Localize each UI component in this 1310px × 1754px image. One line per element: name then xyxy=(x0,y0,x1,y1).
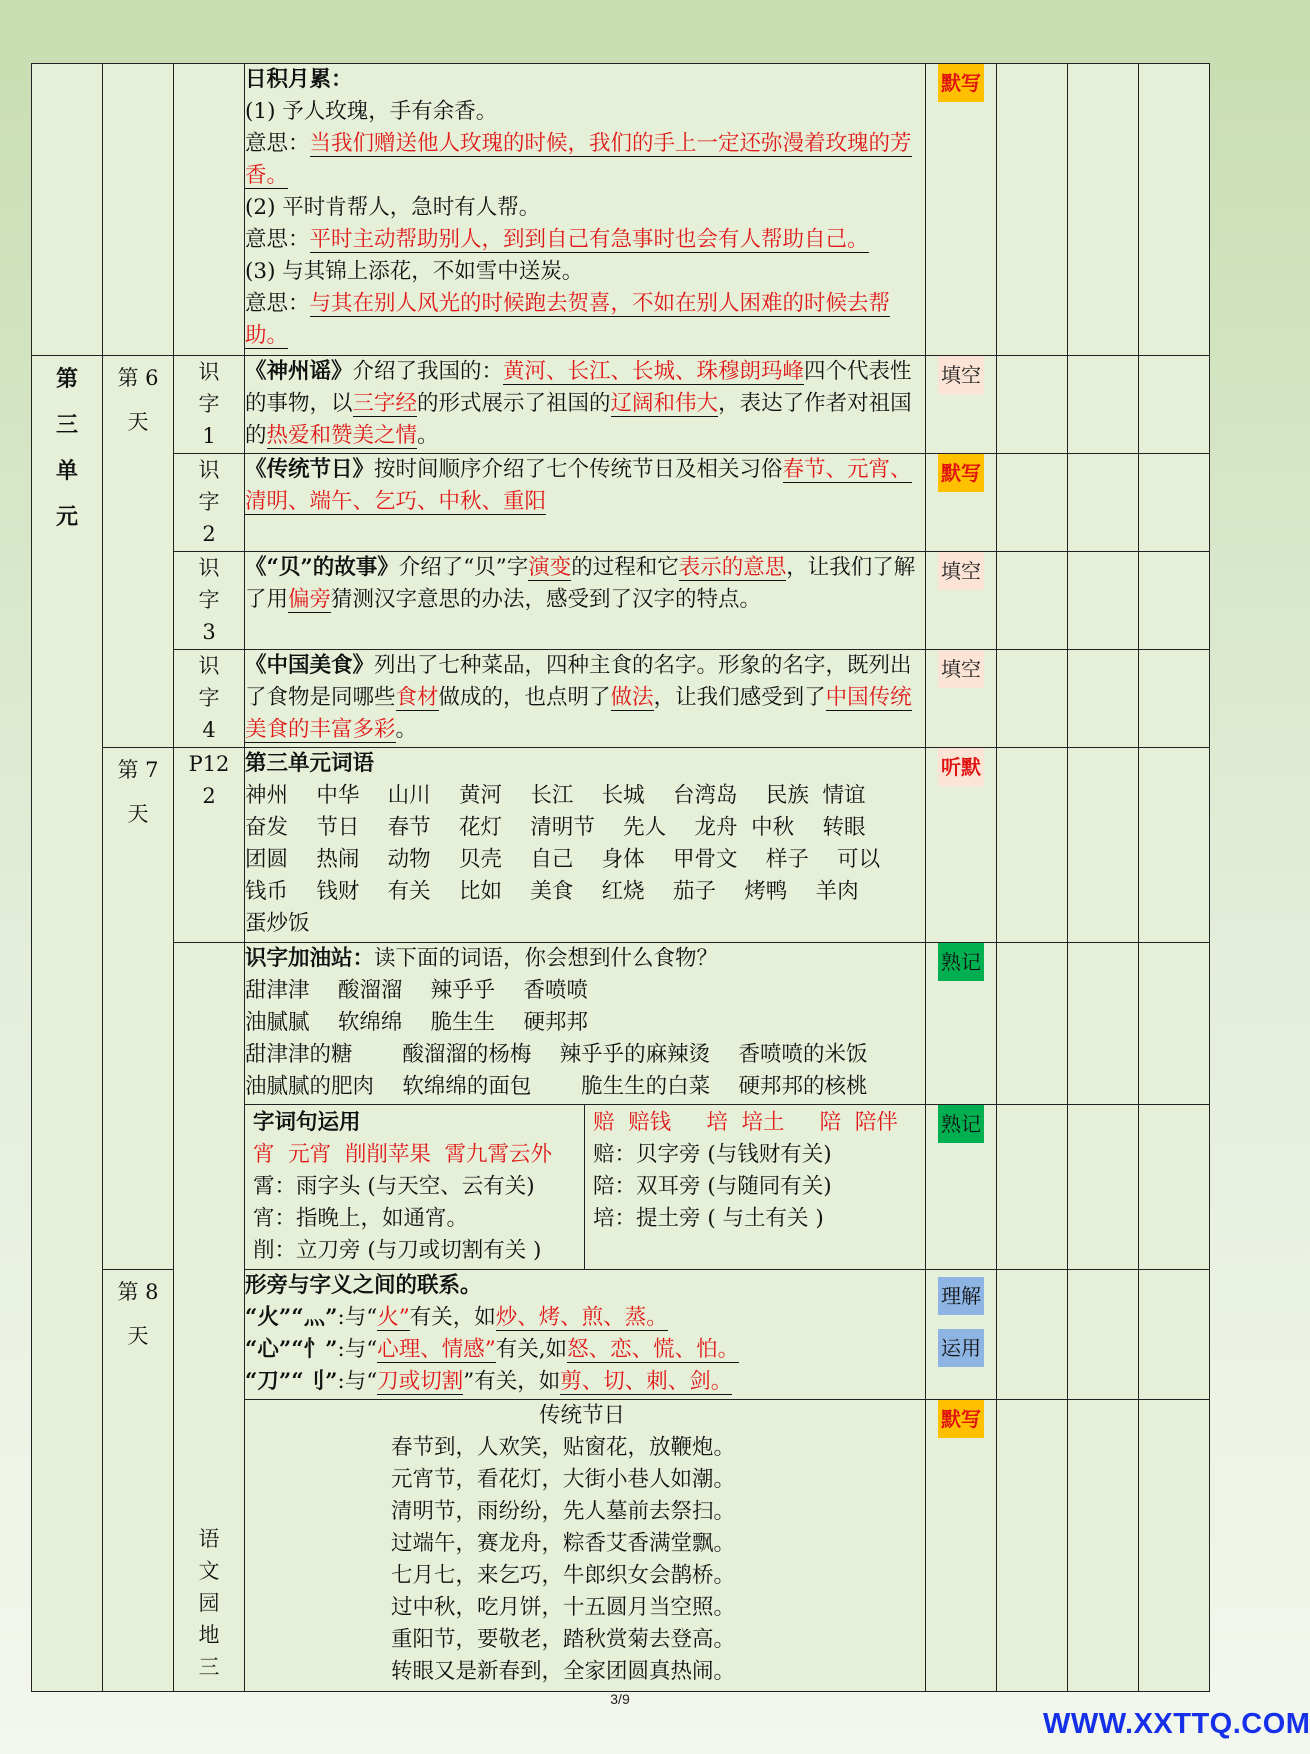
answer-span: 炒、烤、煎、蒸。 xyxy=(495,1305,668,1330)
row-p122 xyxy=(32,748,1210,943)
text-span: :与“ xyxy=(337,1369,378,1394)
task-cell xyxy=(926,454,997,552)
text-span: 介绍了我国的： xyxy=(352,359,504,384)
lesson-title: 《神州谣》 xyxy=(245,359,353,384)
riji-meaning-3 xyxy=(245,288,925,352)
unit-cell xyxy=(32,356,103,1692)
word-line: 甜津津 酸溜溜 辣乎乎 香喷喷 xyxy=(245,978,589,1003)
empty-cell xyxy=(1068,943,1139,1105)
shizi-1-content xyxy=(245,356,926,454)
task-badge: 默写 xyxy=(938,454,984,492)
unit-label: 第三单元 xyxy=(55,366,78,530)
empty-cell xyxy=(1139,64,1210,356)
empty-cell xyxy=(1139,1400,1210,1692)
day-7-cell xyxy=(103,748,174,1270)
poem-line: 元宵节，看花灯，大街小巷人如潮。 xyxy=(391,1467,736,1492)
empty-cell xyxy=(997,552,1068,650)
study-plan-table xyxy=(31,63,1210,1692)
empty-cell xyxy=(997,1270,1068,1400)
poem-line: 春节到，人欢笑，贴窗花，放鞭炮。 xyxy=(391,1435,736,1460)
answer-span: 心理、情感” xyxy=(377,1337,496,1362)
zici-line: 陪：双耳旁 (与随同有关) xyxy=(593,1174,832,1199)
text-span: ，让我们感受到了 xyxy=(653,685,826,710)
zici-line: 赔：贝字旁 (与钱财有关) xyxy=(593,1142,832,1167)
youzhan-content xyxy=(245,943,926,1105)
text-span: 有关，如 xyxy=(409,1305,496,1330)
riji-title: 日积月累： xyxy=(245,67,353,92)
shizi-4-content xyxy=(245,650,926,748)
text-span: 猜测汉字意思的办法，感受到了汉字的特点。 xyxy=(331,587,762,612)
shizi-3-content xyxy=(245,552,926,650)
task-badge: 填空 xyxy=(938,356,984,394)
empty-cell xyxy=(1139,552,1210,650)
task-cell xyxy=(926,552,997,650)
lesson-cell xyxy=(174,748,245,943)
row-youzhan xyxy=(32,943,1210,1105)
task-cell xyxy=(926,1400,997,1692)
answer-span: 火” xyxy=(377,1305,410,1330)
page-number: 3/9 xyxy=(610,1691,630,1707)
task-cell xyxy=(926,1105,997,1270)
task-badge: 填空 xyxy=(938,552,984,590)
zici-line: 削：立刀旁 (与刀或切割有关 ) xyxy=(253,1238,542,1263)
lesson-cell xyxy=(174,650,245,748)
lesson-title: 《中国美食》 xyxy=(245,653,375,678)
meaning-answer: 平时主动帮助别人，到到自己有急事时也会有人帮助自己。 xyxy=(309,227,869,252)
empty-cell xyxy=(1068,454,1139,552)
lesson-label: P122 xyxy=(188,752,230,808)
task-badge: 听默 xyxy=(938,748,984,786)
empty-cell xyxy=(1068,1400,1139,1692)
poem-line: 转眼又是新春到，全家团圆真热闹。 xyxy=(391,1659,736,1684)
task-cell xyxy=(926,748,997,943)
answer-span: 三字经 xyxy=(352,391,418,416)
task-badge: 理解 xyxy=(938,1277,984,1315)
task-cell xyxy=(926,356,997,454)
text-span: 做成的，也点明了 xyxy=(438,685,611,710)
riji-line-2: (2) 平时肯帮人，急时有人帮。 xyxy=(245,195,541,220)
p122-content xyxy=(245,748,926,943)
empty-cell xyxy=(1068,748,1139,943)
word-line: 甜津津的糖 酸溜溜的杨梅 辣乎乎的麻辣烫 香喷喷的米饭 xyxy=(245,1042,868,1067)
meaning-label: 意思： xyxy=(245,227,310,252)
poem-line: 过端午，赛龙舟，粽香艾香满堂飘。 xyxy=(391,1531,736,1556)
task-cell xyxy=(926,64,997,356)
radical-pair: “心”“忄” xyxy=(245,1337,338,1362)
poem-line: 清明节，雨纷纷，先人墓前去祭扫。 xyxy=(391,1499,736,1524)
empty-cell xyxy=(1068,1270,1139,1400)
empty-cell xyxy=(997,748,1068,943)
radical-pair: “刀”“刂” xyxy=(245,1369,338,1394)
zici-line: 宵：指晚上，如通宵。 xyxy=(253,1206,469,1231)
text-span: ，让我们了解了用 xyxy=(245,555,916,612)
poem-line: 七月七，来乞巧，牛郎织女会鹊桥。 xyxy=(391,1563,736,1588)
meaning-label: 意思： xyxy=(245,131,310,156)
vocab-title: 第三单元词语 xyxy=(245,751,375,776)
empty-cell xyxy=(1139,1270,1210,1400)
text-span: 的过程和它 xyxy=(571,555,679,580)
day-6-cell xyxy=(103,356,174,748)
riji-meaning-1 xyxy=(245,128,925,192)
answer-span: 热爱和赞美之情 xyxy=(266,423,418,448)
yuwen-cell xyxy=(174,943,245,1692)
text-span: :与“ xyxy=(337,1337,378,1362)
empty-cell xyxy=(997,943,1068,1105)
text-span: 。 xyxy=(395,717,418,742)
zici-line: 培：提土旁 ( 与土有关 ) xyxy=(593,1206,824,1231)
riji-line-1: (1) 予人玫瑰，手有余香。 xyxy=(245,99,498,124)
xingpang-row xyxy=(245,1334,925,1366)
zici-title: 字词句运用 xyxy=(253,1110,361,1135)
empty-cell xyxy=(997,1400,1068,1692)
day-6-label: 第 6 天 xyxy=(117,366,159,434)
poem-content xyxy=(245,1400,926,1692)
lesson-label: 识字4 xyxy=(198,654,220,742)
lesson-label: 语文园地三 xyxy=(198,1527,220,1679)
row-shizi-3 xyxy=(32,552,1210,650)
empty-cell xyxy=(1068,552,1139,650)
text-span: 。 xyxy=(417,423,439,448)
vocab-line: 神州 中华 山川 黄河 长江 长城 台湾岛 民族 情谊 xyxy=(245,783,866,808)
text-span: 介绍了“贝”字 xyxy=(398,555,529,580)
day-8-cell xyxy=(103,1270,174,1692)
empty-cell xyxy=(1068,64,1139,356)
word-line: 油腻腻 软绵绵 脆生生 硬邦邦 xyxy=(245,1010,589,1035)
task-badge: 运用 xyxy=(938,1329,984,1367)
youzhan-heading xyxy=(245,943,925,975)
lesson-label: 识字2 xyxy=(198,458,220,546)
day-8-label: 第 8 天 xyxy=(117,1280,159,1348)
empty-cell xyxy=(1139,650,1210,748)
text-span: 有关,如 xyxy=(495,1337,568,1362)
answer-span: 食材 xyxy=(395,685,439,710)
task-badge: 熟记 xyxy=(938,1105,984,1143)
zici-line: 霄：雨字头 (与天空、云有关) xyxy=(253,1174,535,1199)
site-watermark: WWW.XXTTQ.COM xyxy=(1043,1708,1310,1740)
riji-line-3: (3) 与其锦上添花，不如雪中送炭。 xyxy=(245,259,584,284)
empty-cell xyxy=(997,454,1068,552)
answer-span: 怒、恋、慌、怕。 xyxy=(567,1337,740,1362)
empty-cell xyxy=(174,64,245,356)
answer-span: 刀或切割 xyxy=(377,1369,464,1394)
radical-pair: “火”“灬” xyxy=(245,1305,338,1330)
meaning-label: 意思： xyxy=(245,291,310,316)
meaning-answer: 与其在别人风光的时候跑去贺喜，不如在别人困难的时候去帮助。 xyxy=(245,291,891,348)
shizi-2-content xyxy=(245,454,926,552)
row-shizi-2 xyxy=(32,454,1210,552)
empty-cell xyxy=(32,64,103,356)
answer-span: 辽阔和伟大 xyxy=(610,391,719,416)
row-riji xyxy=(32,64,1210,356)
text-span: 的形式展示了祖国的 xyxy=(417,391,611,416)
answer-span: 偏旁 xyxy=(288,587,332,612)
answer-span: 表示的意思 xyxy=(678,555,787,580)
vocab-line: 钱币 钱财 有关 比如 美食 红烧 茄子 烤鸭 羊肉 xyxy=(245,879,859,904)
task-cell xyxy=(926,650,997,748)
meaning-answer: 当我们赠送他人玫瑰的时候，我们的手上一定还弥漫着玫瑰的芳香。 xyxy=(245,131,912,188)
xingpang-content xyxy=(245,1270,926,1400)
zici-right xyxy=(585,1105,904,1269)
task-cell xyxy=(926,1270,997,1400)
xingpang-row xyxy=(245,1302,925,1334)
answer-span: 剪、切、刺、剑。 xyxy=(560,1369,733,1394)
text-span: ”有关，如 xyxy=(463,1369,561,1394)
answer-span: 演变 xyxy=(528,555,572,580)
answer-span: 黄河、长江、长城、珠穆朗玛峰 xyxy=(503,359,805,384)
poem-line: 过中秋，吃月饼，十五圆月当空照。 xyxy=(391,1595,736,1620)
vocab-line: 奋发 节日 春节 花灯 清明节 先人 龙舟 中秋 转眼 xyxy=(245,815,866,840)
empty-cell xyxy=(1139,943,1210,1105)
poem-line: 重阳节，要敬老，踏秋赏菊去登高。 xyxy=(391,1627,736,1652)
empty-cell xyxy=(1068,650,1139,748)
zici-red-line: 宵 元宵 削削苹果 霄九霄云外 xyxy=(253,1142,553,1167)
text-span: 列出了七种菜品，四种主食的名字。形象的名字，既列出了食物是同哪些 xyxy=(245,653,912,710)
empty-cell xyxy=(1139,356,1210,454)
empty-cell xyxy=(1139,748,1210,943)
day-7-label: 第 7 天 xyxy=(117,758,159,826)
empty-cell xyxy=(1139,1105,1210,1270)
word-line: 油腻腻的肥肉 软绵绵的面包 脆生生的白菜 硬邦邦的核桃 xyxy=(245,1074,868,1099)
vocab-line: 团圆 热闹 动物 贝壳 自己 身体 甲骨文 样子 可以 xyxy=(245,847,881,872)
lesson-title: 《传统节日》 xyxy=(245,457,375,482)
row-shizi-1 xyxy=(32,356,1210,454)
lesson-cell xyxy=(174,552,245,650)
task-badge: 熟记 xyxy=(938,943,984,981)
lesson-cell xyxy=(174,356,245,454)
lesson-title: 《“贝”的故事》 xyxy=(245,555,399,580)
empty-cell xyxy=(997,1105,1068,1270)
vocab-line: 蛋炒饭 xyxy=(245,911,310,936)
lesson-label: 识字1 xyxy=(198,360,220,448)
zici-red-line: 赔 赔钱 培 培土 陪 陪伴 xyxy=(593,1110,898,1135)
zici-content xyxy=(245,1105,926,1270)
row-shizi-4 xyxy=(32,650,1210,748)
empty-cell xyxy=(103,64,174,356)
task-badge: 填空 xyxy=(938,650,984,688)
empty-cell xyxy=(1068,1105,1139,1270)
riji-meaning-2 xyxy=(245,224,925,256)
lesson-cell xyxy=(174,454,245,552)
text-span: 按时间顺序介绍了七个传统节日及相关习俗 xyxy=(374,457,783,482)
text-span: :与“ xyxy=(337,1305,378,1330)
youzhan-prompt: 读下面的词语，你会想到什么食物？ xyxy=(374,946,719,971)
zici-left xyxy=(245,1105,585,1269)
youzhan-title: 识字加油站： xyxy=(245,946,375,971)
xingpang-title: 形旁与字义之间的联系。 xyxy=(245,1273,482,1298)
text-span: 四个代表性的事物，以 xyxy=(245,359,912,416)
task-cell xyxy=(926,943,997,1105)
answer-span: 春节、元宵、清明、端午、乞巧、中秋、重阳 xyxy=(245,457,912,514)
answer-span: 做法 xyxy=(610,685,654,710)
empty-cell xyxy=(997,64,1068,356)
lesson-label: 识字3 xyxy=(198,556,220,644)
empty-cell xyxy=(997,650,1068,748)
xingpang-row xyxy=(245,1366,925,1398)
empty-cell xyxy=(997,356,1068,454)
riji-content xyxy=(245,64,926,356)
text-span: ，表达了作者对祖国的 xyxy=(245,391,912,448)
empty-cell xyxy=(1068,356,1139,454)
poem-title: 传统节日 xyxy=(539,1403,626,1428)
answer-span: 中国传统美食的丰富多彩 xyxy=(245,685,912,742)
task-badge: 默写 xyxy=(938,1400,984,1438)
task-badge: 默写 xyxy=(938,64,984,102)
empty-cell xyxy=(1139,454,1210,552)
